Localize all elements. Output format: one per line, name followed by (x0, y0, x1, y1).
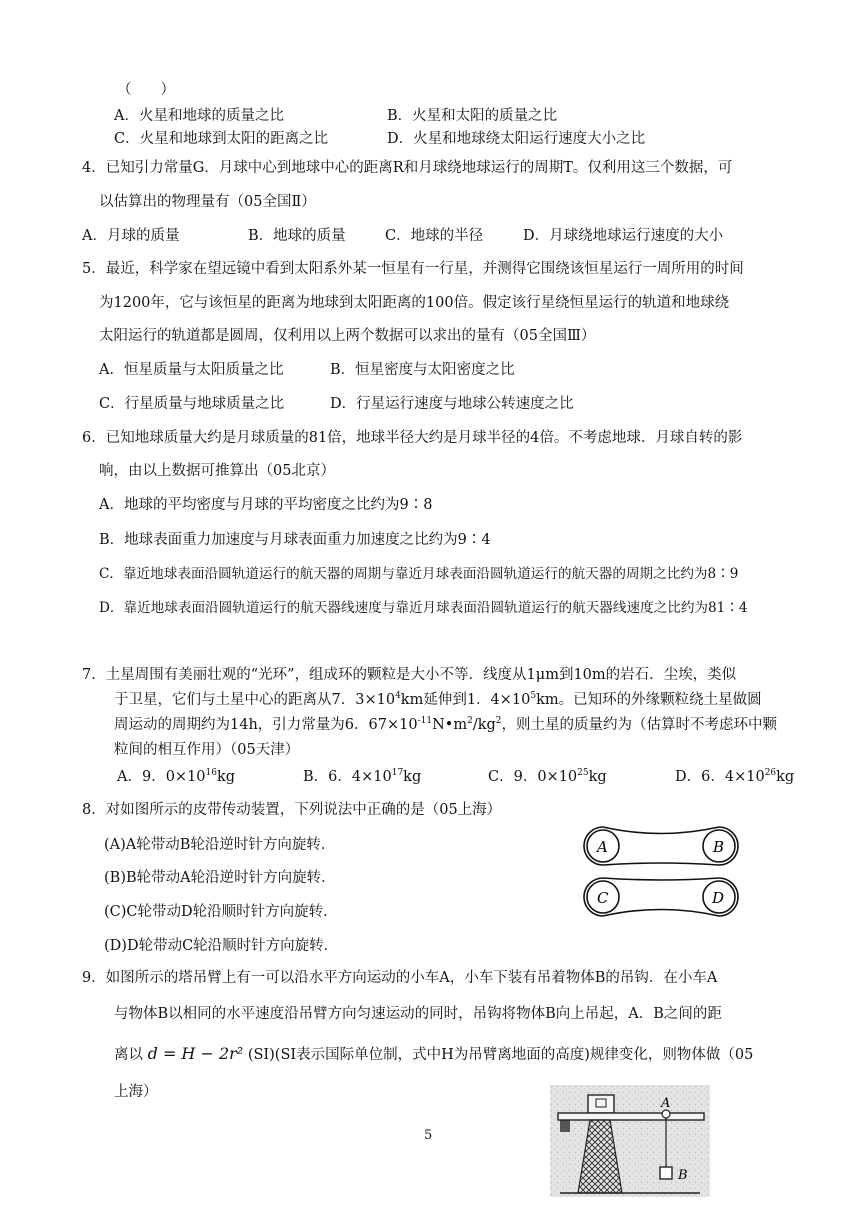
q7-stem-line2: 于卫星，它们与土星中心的距离从7．$3\times 10^4km$延伸到1．$4\times 10^5km$。已知环的外缘颗粒绕土星做圆 (114, 691, 762, 708)
q4-stem-line2: 以估算出的物理量有（05全国Ⅱ） (99, 194, 316, 210)
page-number: 5 (424, 1128, 433, 1143)
q6-stem-line1: 6．已知地球质量大约是月球质量的81倍，地球半径大约是月球半径的4倍。不考虑地球．月球自转的影 (82, 430, 743, 446)
q3-option-b: B．火星和太阳的质量之比 (387, 108, 558, 124)
q7-option-c: C．9．$0\times 10^{25}kg$ (488, 768, 607, 785)
crane-label-a: A (661, 1096, 671, 1111)
q5-stem-line2: 为1200年，它与该恒星的距离为地球到太阳距离的100倍。假定该行星绕恒星运行的轨道和地球绕 (99, 295, 730, 311)
q6-option-d: D．靠近地球表面沿圆轨道运行的航天器线速度与靠近月球表面沿圆轨道运行的航天器线速度之比约为81∶4 (99, 600, 748, 616)
q9-stem-line4: 上海） (114, 1084, 158, 1100)
q6-option-b: B．地球表面重力加速度与月球表面重力加速度之比约为9∶4 (99, 532, 491, 548)
q5-stem-line3: 太阳运行的轨道都是圆周，仅利用以上两个数据可以求出的量有（05全国Ⅲ） (99, 328, 596, 344)
q4-option-d: D．月球绕地球运行速度的大小 (523, 228, 724, 244)
q6-option-c: C．靠近地球表面沿圆轨道运行的航天器的周期与靠近月球表面沿圆轨道运行的航天器的周期之比约为8∶9 (99, 566, 739, 582)
tower-crane-figure (550, 1085, 710, 1197)
q4-option-c: C．地球的半径 (385, 228, 484, 244)
q3-option-c: C．火星和地球到太阳的距离之比 (114, 131, 329, 147)
q3-option-a: A．火星和地球的质量之比 (114, 108, 284, 124)
crane-label-b: B (678, 1168, 688, 1183)
q6-stem-line2: 响，由以上数据可推算出（05北京） (99, 463, 335, 479)
label-b: B (713, 838, 725, 856)
q7-option-d: D．6．$4\times 10^{26}kg$ (675, 768, 795, 785)
q5-option-d: D．行星运行速度与地球公转速度之比 (330, 396, 574, 412)
q5-option-a: A．恒星质量与太阳质量之比 (99, 362, 284, 378)
q9-formula: d = H − 2r² (147, 1044, 244, 1063)
q4-option-b: B．地球的质量 (248, 228, 346, 244)
q7-option-b: B．6．$4\times 10^{17}kg$ (303, 768, 422, 785)
label-d: D (712, 889, 725, 907)
q3-blank: （ ） (117, 82, 175, 98)
label-c: C (597, 889, 609, 907)
q4-option-a: A．月球的质量 (82, 228, 180, 244)
q8-option-b: (B)B轮带动A轮沿逆时针方向旋转． (104, 870, 336, 886)
q7-stem-line3: 周运动的周期约为14h，引力常量为6．$67\times 10^{-11}N•m^2/kg^2$，则土星的质量约为（估算时不考虑环中颗 (114, 716, 778, 733)
q7-stem-line1: 7．土星周围有美丽壮观的“光环”，组成环的颗粒是大小不等．线度从1μm到10m的岩石．尘埃，类似 (82, 667, 737, 683)
q9-stem-line3: 离以 d = H − 2r² (SI)(SI表示国际单位制，式中H为吊臂离地面的高度)规律变化，则物体做（05 (114, 1044, 754, 1063)
q4-stem-line1: 4．已知引力常量G．月球中心到地球中心的距离R和月球绕地球运行的周期T。仅利用这三个数据，可 (82, 160, 733, 176)
label-a: A (597, 838, 608, 856)
q8-stem: 8．对如图所示的皮带传动装置，下列说法中正确的是（05上海） (82, 802, 502, 818)
q5-option-c: C．行星质量与地球质量之比 (99, 396, 285, 412)
q5-option-b: B．恒星密度与太阳密度之比 (330, 362, 515, 378)
q7-stem-line4: 粒间的相互作用）（05天津） (114, 742, 300, 758)
q9-stem-line1: 9．如图所示的塔吊臂上有一可以沿水平方向运动的小车A，小车下装有吊着物体B的吊钩．在小车A (82, 970, 718, 986)
q5-stem-line1: 5．最近，科学家在望远镜中看到太阳系外某一恒星有一行星，并测得它围绕该恒星运行一周所用的时间 (82, 261, 744, 277)
q3-option-d: D．火星和地球绕太阳运行速度大小之比 (387, 131, 646, 147)
q8-option-c: (C)C轮带动D轮沿顺时针方向旋转． (104, 904, 338, 920)
q8-option-a: (A)A轮带动B轮沿逆时针方向旋转． (104, 837, 336, 853)
q8-option-d: (D)D轮带动C轮沿顺时针方向旋转． (104, 938, 339, 954)
q6-option-a: A．地球的平均密度与月球的平均密度之比约为9∶8 (99, 497, 433, 513)
belt-drive-figure (582, 824, 742, 924)
q9-stem-line2: 与物体B以相同的水平速度沿吊臂方向匀速运动的同时，吊钩将物体B向上吊起，A．B之间的距 (114, 1006, 722, 1022)
q7-option-a: A．9．$0\times 10^{16}kg$ (117, 768, 236, 785)
